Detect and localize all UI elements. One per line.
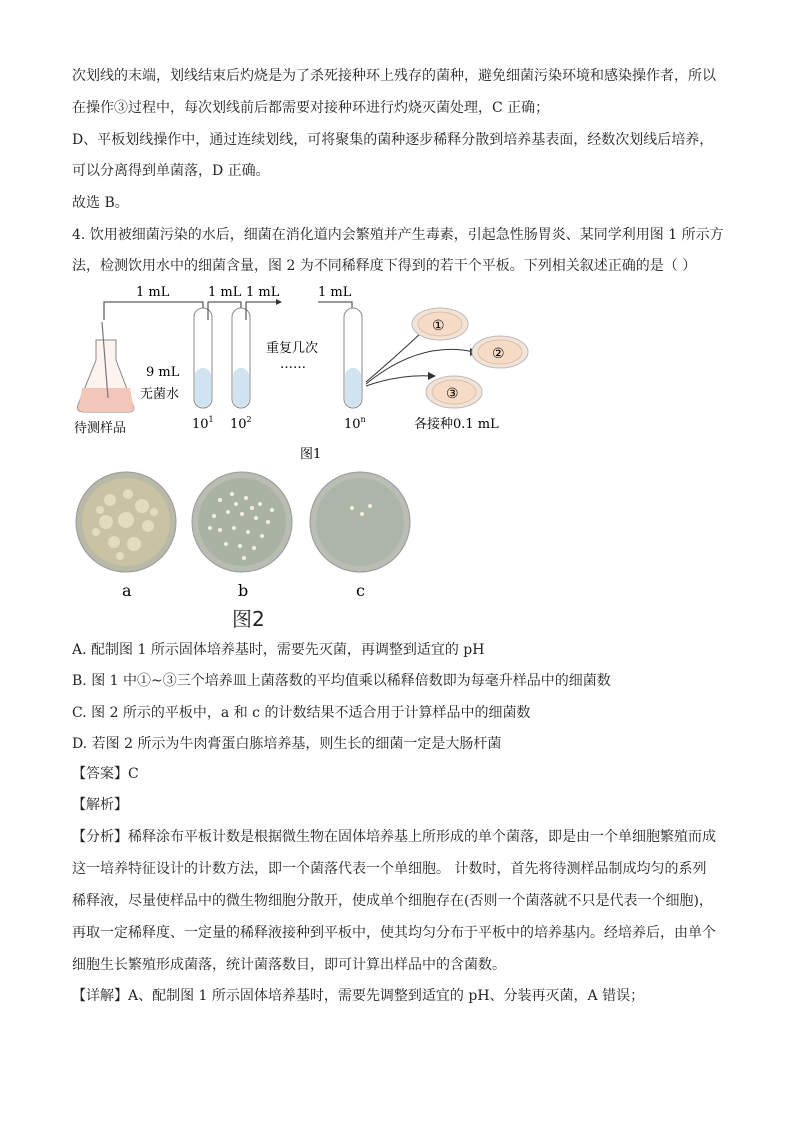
question-4-line-2: 法，检测饮用水中的细菌含量，图 2 为不同稀释度下得到的若干个平板。下列相关叙述正确的是（ ） bbox=[72, 258, 697, 274]
figure-1-caption: 图1 bbox=[300, 447, 322, 462]
plate-1 bbox=[412, 308, 468, 340]
analysis-line-3: 稀释液，尽量使样品中的微生物细胞分散开，使成单个细胞存在(否则一个菌落就不只是代表一个细胞)， bbox=[72, 893, 713, 909]
text-line-1: 次划线的末端，划线结束后灼烧是为了杀死接种环上残存的菌种，避免细菌污染环境和感染操作者，所以 bbox=[72, 68, 716, 84]
test-tube-n bbox=[344, 308, 362, 408]
option-d: D. 若图 2 所示为牛肉膏蛋白胨培养基，则生长的细菌一定是大肠杆菌 bbox=[72, 736, 502, 752]
test-tube-1 bbox=[194, 308, 212, 408]
sterile-water-label: 无菌水 bbox=[140, 387, 180, 402]
text-line-2: 在操作③过程中，每次划线前后都需要对接种环进行灼烧灭菌处理，C 正确； bbox=[72, 100, 550, 116]
figure-1 bbox=[70, 280, 530, 470]
option-c: C. 图 2 所示的平板中，a 和 c 的计数结果不适合用于计算样品中的细菌数 bbox=[72, 705, 531, 721]
svg-text:③: ③ bbox=[446, 386, 459, 402]
svg-text:②: ② bbox=[492, 346, 505, 362]
plate-a bbox=[76, 472, 176, 572]
analysis-line-1: 【分析】稀释涂布平板计数是根据微生物在固体培养基上所形成的单个菌落，即是由一个单细胞繁殖而成 bbox=[72, 829, 716, 845]
sample-label: 待测样品 bbox=[74, 421, 127, 436]
tube-1-label: $10^1$ bbox=[192, 415, 214, 432]
water-volume-label: 9 mL bbox=[146, 365, 180, 380]
plate-c-label: c bbox=[356, 581, 365, 600]
plate-b-label: b bbox=[238, 581, 249, 600]
question-4-line-1: 4. 饮用被细菌污染的水后，细菌在消化道内会繁殖并产生毒素，引起急性肠胃炎、某同学利用图 1 所示方 bbox=[72, 227, 724, 243]
svg-text:①: ① bbox=[432, 318, 445, 334]
plate-c bbox=[310, 472, 410, 572]
text-line-3: D、平板划线操作中，通过连续划线，可将聚集的菌种逐步稀释分散到培养基表面，经数次划线后培养， bbox=[72, 132, 714, 148]
plate-a-label: a bbox=[122, 581, 132, 600]
figure-2-caption: 图2 bbox=[232, 607, 265, 631]
plate-b bbox=[192, 472, 292, 572]
answer: 【答案】C bbox=[72, 766, 139, 782]
text-line-4: 可以分离得到单菌落，D 正确。 bbox=[72, 163, 270, 179]
sample-flask bbox=[78, 322, 134, 412]
inoculate-label: 各接种0.1 mL bbox=[414, 417, 499, 432]
analysis-line-4: 再取一定稀释度、一定量的稀释液接种到平板中，使其均匀分布于平板中的培养基内。经培养后，由单个 bbox=[72, 925, 716, 941]
analysis-line-2: 这一培养特征设计的计数方法，即一个菌落代表一个单细胞。 计数时，首先将待测样品制成均匀的系列 bbox=[72, 861, 707, 877]
volume-label-4: 1 mL bbox=[318, 285, 352, 300]
option-a: A. 配制图 1 所示固体培养基时，需要先灭菌，再调整到适宜的 pH bbox=[72, 642, 485, 658]
volume-label-3: 1 mL bbox=[246, 285, 280, 300]
dots-label: …… bbox=[280, 357, 306, 372]
analysis-line-5: 细胞生长繁殖形成菌落，统计菌落数目，即可计算出样品中的含菌数。 bbox=[72, 957, 506, 973]
tube-2-label: $10^2$ bbox=[230, 415, 252, 432]
plate-2 bbox=[472, 336, 528, 368]
option-b: B. 图 1 中①~③三个培养皿上菌落数的平均值乘以稀释倍数即为每毫升样品中的细菌数 bbox=[72, 673, 611, 689]
repeat-label: 重复几次 bbox=[266, 341, 319, 356]
tube-n-label: 10$^n$ bbox=[344, 415, 366, 432]
volume-label-1: 1 mL bbox=[136, 285, 170, 300]
plate-3 bbox=[426, 376, 482, 408]
volume-label-2: 1 mL bbox=[208, 285, 242, 300]
analysis-heading: 【解析】 bbox=[72, 797, 128, 813]
text-line-5: 故选 B。 bbox=[72, 195, 129, 211]
detail-line: 【详解】A、配制图 1 所示固体培养基时，需要先调整到适宜的 pH、分装再灭菌，A 错误； bbox=[72, 988, 645, 1004]
test-tube-2 bbox=[232, 308, 250, 408]
